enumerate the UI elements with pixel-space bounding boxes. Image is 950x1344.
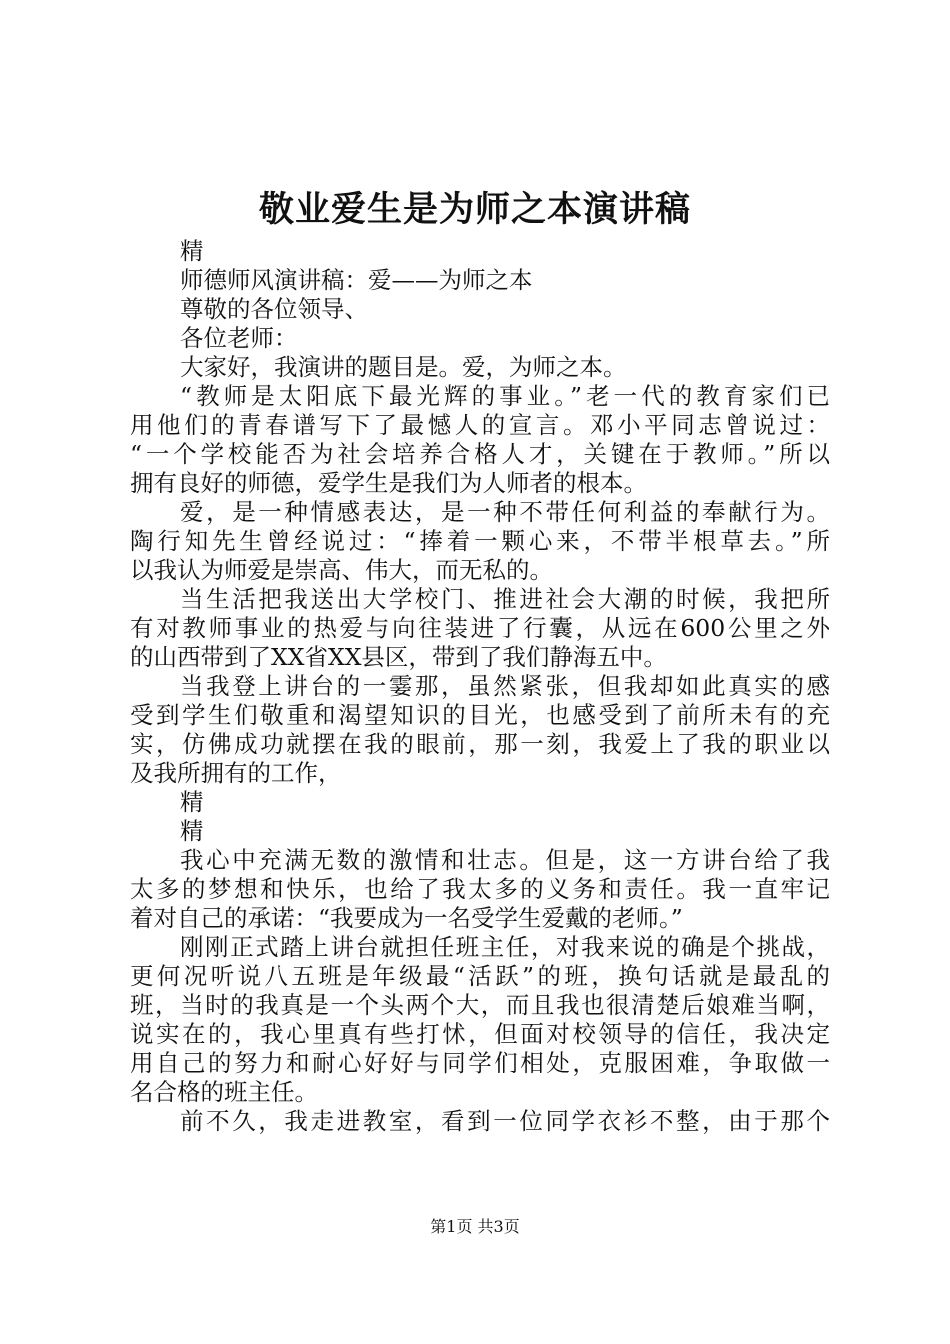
text-line: 当生活把我送出大学校门、推进社会大潮的时候，我把所 (180, 585, 830, 613)
text-line: “教师是太阳底下最光辉的事业。”老一代的教育家们已 (180, 382, 830, 410)
text-line: 班，当时的我真是一个头两个大，而且我也很清楚后娘难当啊， (130, 991, 830, 1019)
text-line: 受到学生们敬重和渴望知识的目光，也感受到了前所未有的充 (130, 701, 830, 729)
text-line: 精 (180, 817, 204, 845)
text-line: 爱，是一种情感表达，是一种不带任何利益的奉献行为。 (180, 498, 830, 526)
document-body (130, 237, 830, 1136)
text-line: 说实在的，我心里真有些打怵，但面对校领导的信任，我决定 (130, 1020, 830, 1048)
text-line: 用自己的努力和耐心好好与同学们相处，克服困难，争取做一 (130, 1049, 830, 1077)
page-footer: 第1页 共3页 (430, 1217, 520, 1236)
text-line: 师德师风演讲稿：爱——为师之本 (180, 266, 533, 294)
text-line: 拥有良好的师德，爱学生是我们为人师者的根本。 (130, 469, 647, 497)
text-line: 以我认为师爱是崇高、伟大，而无私的。 (130, 556, 553, 584)
text-line: 着对自己的承诺：“我要成为一名受学生爱戴的老师。” (130, 904, 683, 932)
text-line: 实，仿佛成功就摆在我的眼前，那一刻，我爱上了我的职业以 (130, 730, 830, 758)
text-line: 用他们的青春谱写下了最憾人的宣言。邓小平同志曾说过： (130, 411, 830, 439)
text-line: 及我所拥有的工作， (130, 759, 342, 787)
text-line: 当我登上讲台的一霎那，虽然紧张，但我却如此真实的感 (180, 672, 830, 700)
text-line: 精 (180, 237, 204, 265)
text-line: 刚刚正式踏上讲台就担任班主任，对我来说的确是个挑战， (180, 933, 830, 961)
text-line: 有对教师事业的热爱与向往装进了行囊，从远在600公里之外 (130, 614, 830, 642)
text-line: 的山西带到了XX省XX县区，带到了我们静海五中。 (130, 643, 667, 671)
document-title: 敬业爱生是为师之本演讲稿 (258, 189, 691, 230)
text-line: 名合格的班主任。 (130, 1078, 318, 1106)
text-line: 尊敬的各位领导、 (180, 295, 368, 323)
text-line: 更何况听说八五班是年级最“活跃”的班，换句话就是最乱的 (130, 962, 830, 990)
text-line: 各位老师： (180, 324, 298, 352)
text-line: “一个学校能否为社会培养合格人才，关键在于教师。”所以 (130, 440, 830, 468)
text-line: 太多的梦想和快乐，也给了我太多的义务和责任。我一直牢记 (130, 875, 830, 903)
text-line: 精 (180, 788, 204, 816)
text-line: 我心中充满无数的激情和壮志。但是，这一方讲台给了我 (180, 846, 830, 874)
text-line: 陶行知先生曾经说过：“捧着一颗心来，不带半根草去。”所 (130, 527, 830, 555)
text-line: 前不久，我走进教室，看到一位同学衣衫不整，由于那个 (180, 1107, 830, 1135)
text-line: 大家好，我演讲的题目是。爱，为师之本。 (180, 353, 627, 381)
